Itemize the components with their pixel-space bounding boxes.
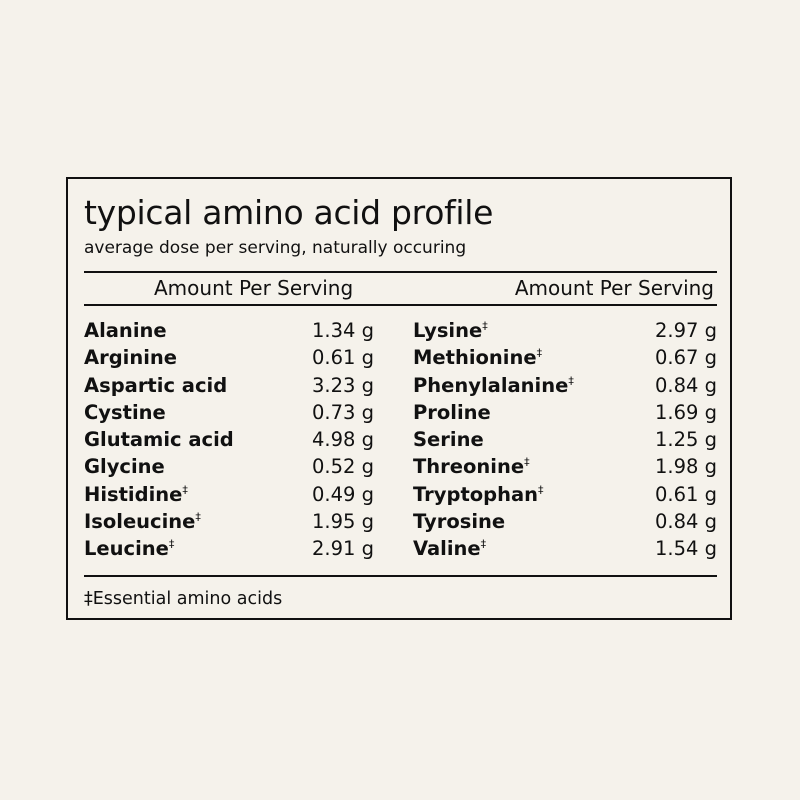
amino-acid-amount: 0.67 g xyxy=(655,346,717,370)
amino-acid-amount: 1.98 g xyxy=(655,455,717,479)
amino-acid-row xyxy=(413,426,717,453)
essential-dagger-mark: ‡ xyxy=(182,483,188,497)
divider-bottom xyxy=(84,575,717,577)
amino-acid-row xyxy=(413,481,717,508)
amino-acid-panel xyxy=(66,177,732,620)
amino-acid-amount: 0.84 g xyxy=(655,373,717,397)
amino-acid-amount: 2.91 g xyxy=(312,537,374,561)
column-header-left: Amount Per Serving xyxy=(154,276,354,300)
left-column xyxy=(84,317,374,563)
amino-acid-amount: 0.49 g xyxy=(312,482,374,506)
amino-acid-name: Proline xyxy=(413,400,491,424)
amino-acid-name: Lysine‡ xyxy=(413,319,488,342)
amino-acid-amount: 0.61 g xyxy=(655,482,717,506)
amino-acid-row xyxy=(84,372,374,399)
footnote: ‡Essential amino acids xyxy=(84,589,283,609)
amino-acid-name: Arginine xyxy=(84,346,178,370)
panel-title: typical amino acid profile xyxy=(84,193,494,232)
amino-acid-row xyxy=(84,399,374,426)
amino-acid-name: Threonine‡ xyxy=(413,455,530,479)
essential-dagger-mark: ‡ xyxy=(538,483,544,497)
amino-acid-amount: 1.34 g xyxy=(312,319,374,342)
column-header-right: Amount Per Serving xyxy=(514,276,714,300)
amino-acid-name: Methionine‡ xyxy=(413,346,543,370)
amino-acid-name: Alanine xyxy=(84,319,167,342)
amino-acid-name: Glutamic acid xyxy=(84,428,234,452)
right-column xyxy=(413,317,717,563)
essential-dagger-mark: ‡ xyxy=(568,374,574,388)
amino-acid-amount: 0.84 g xyxy=(655,510,717,534)
amino-acid-row xyxy=(413,399,717,426)
amino-acid-row xyxy=(413,372,717,399)
amino-acid-amount: 0.61 g xyxy=(312,346,374,370)
panel-subtitle: average dose per serving, naturally occuring xyxy=(84,238,467,258)
amino-acid-name: Aspartic acid xyxy=(84,373,228,397)
amino-acid-name: Tyrosine xyxy=(413,510,506,534)
amino-acid-name: Valine‡ xyxy=(413,537,487,561)
amino-acid-amount: 2.97 g xyxy=(655,319,717,342)
amino-acid-row xyxy=(84,344,374,371)
amino-acid-row xyxy=(84,508,374,535)
amino-acid-row xyxy=(413,508,717,535)
amino-acid-name: Serine xyxy=(413,428,484,452)
amino-acid-row xyxy=(413,317,717,344)
amino-acid-name: Phenylalanine‡ xyxy=(413,373,574,397)
divider-header xyxy=(84,304,717,306)
essential-dagger-mark: ‡ xyxy=(168,537,175,551)
amino-acid-name: Cystine xyxy=(84,400,166,424)
amino-acid-row xyxy=(84,535,374,562)
amino-acid-row xyxy=(413,344,717,371)
amino-acid-row xyxy=(413,453,717,480)
amino-acid-amount: 1.95 g xyxy=(312,510,374,534)
essential-dagger-mark: ‡ xyxy=(195,510,201,524)
amino-acid-name: Leucine‡ xyxy=(84,537,175,561)
amino-acid-amount: 1.54 g xyxy=(655,537,717,561)
divider-top xyxy=(84,271,717,273)
amino-acid-amount: 0.52 g xyxy=(312,455,374,479)
essential-dagger-mark: ‡ xyxy=(482,319,488,333)
amino-acid-row xyxy=(84,453,374,480)
amino-acid-name: Tryptophan‡ xyxy=(413,482,544,506)
amino-acid-row xyxy=(84,426,374,453)
essential-dagger-mark: ‡ xyxy=(536,346,543,360)
amino-acid-name: Isoleucine‡ xyxy=(84,510,201,534)
amino-acid-amount: 4.98 g xyxy=(312,428,374,452)
essential-dagger-mark: ‡ xyxy=(480,537,487,551)
essential-dagger-mark: ‡ xyxy=(524,455,530,469)
amino-acid-row xyxy=(84,481,374,508)
amino-acid-name: Histidine‡ xyxy=(84,482,188,506)
amino-acid-amount: 1.25 g xyxy=(655,428,717,452)
amino-acid-amount: 3.23 g xyxy=(312,373,374,397)
amino-acid-row xyxy=(84,317,374,344)
amino-acid-amount: 1.69 g xyxy=(655,400,717,424)
amino-acid-name: Glycine xyxy=(84,455,165,479)
amino-acid-amount: 0.73 g xyxy=(312,400,374,424)
amino-acid-row xyxy=(413,535,717,562)
